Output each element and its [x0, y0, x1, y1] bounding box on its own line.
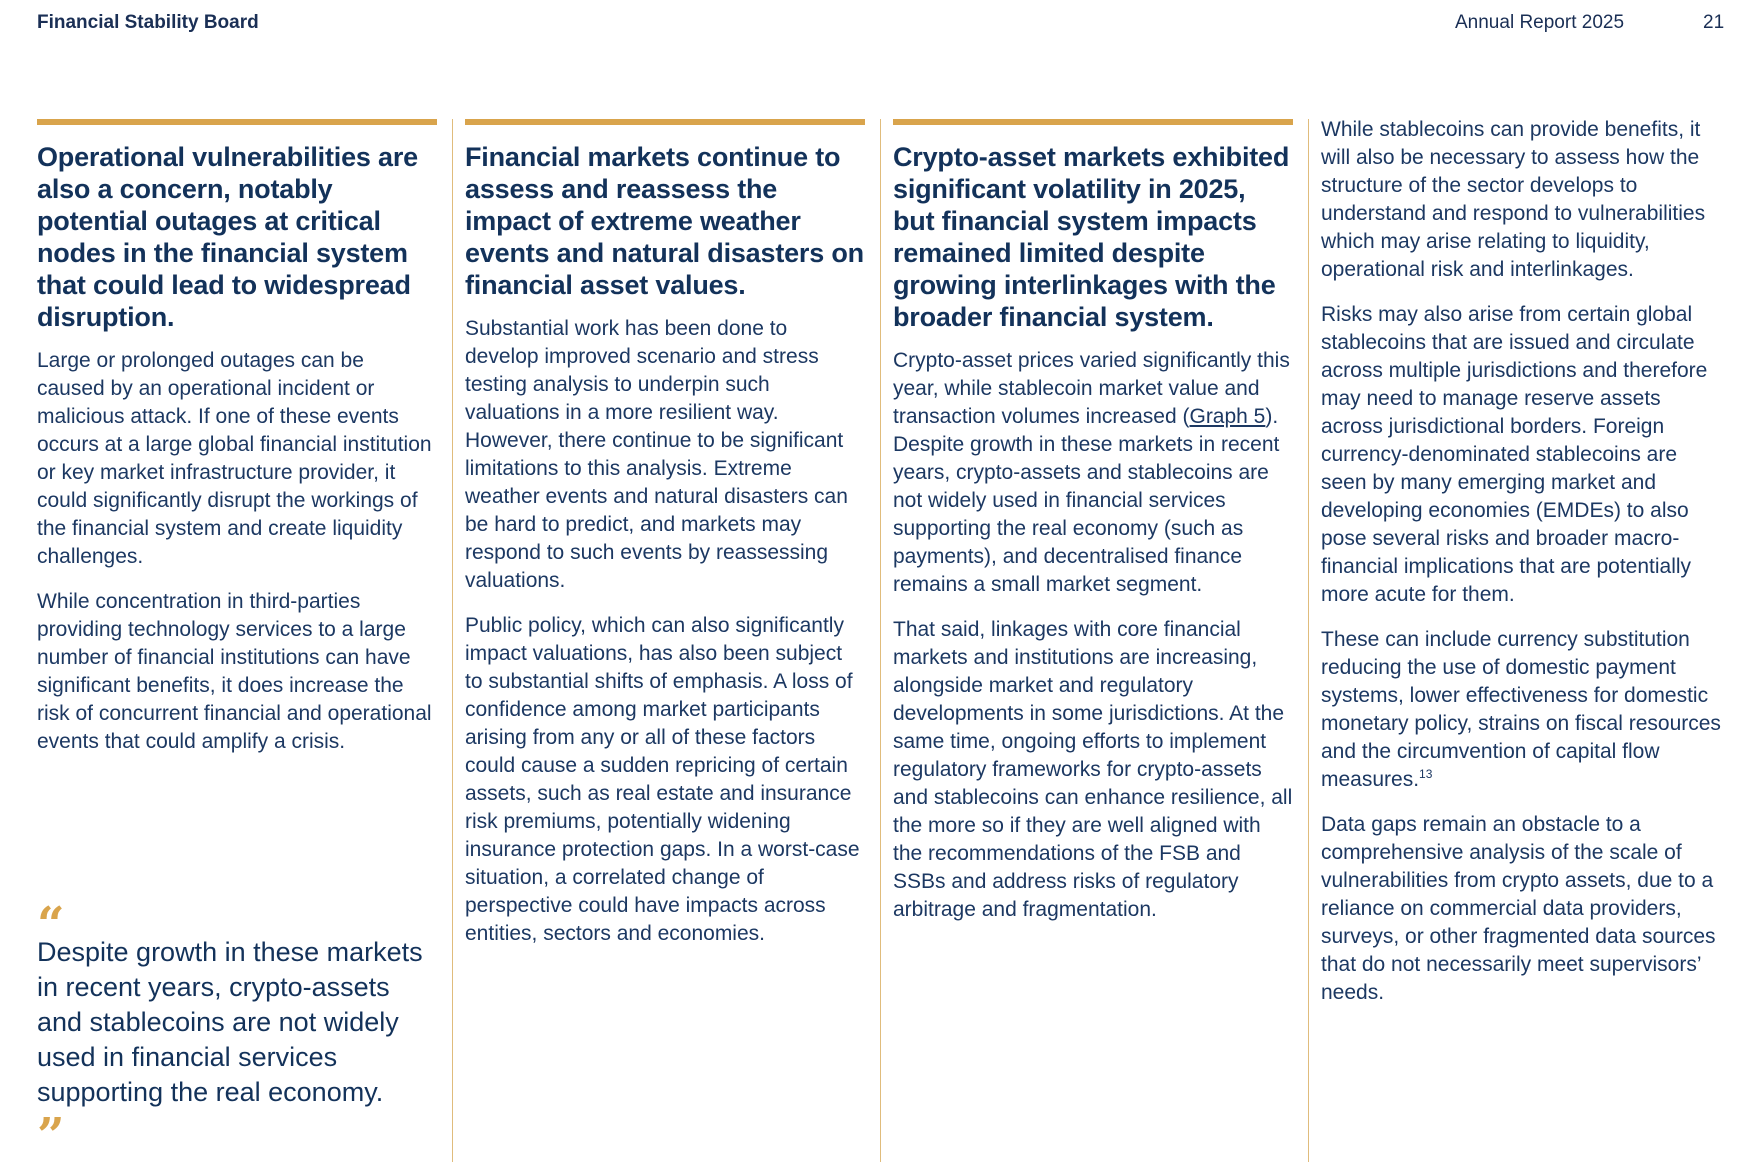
page-number: 21 [1703, 12, 1725, 33]
paragraph: Data gaps remain an obstacle to a comprehensive analysis of the scale of vulnerabilities from crypto assets, due to a reliance on commercial data providers, surveys, or other fragmented data sources that do not necessarily meet supervisors’ needs. [1321, 813, 1716, 1004]
paragraph [893, 347, 1293, 599]
column-divider [452, 119, 453, 1162]
paragraph-text: These can include currency substitution reducing the use of domestic payment systems, lower effectiveness for domestic monetary policy, strains on fiscal resources and the circumvention of capital flow measures. [1321, 628, 1721, 791]
paragraph: Substantial work has been done to develop improved scenario and stress testing analysis to underpin such valuations in a more resilient way. However, there continue to be significant limitations to this analysis. Extreme weather events and natural disasters can be hard to predict, and markets may respond to such events by reassessing valuations. [465, 317, 848, 592]
paragraph-text: ). Despite growth in these markets in recent years, crypto-assets and stablecoins are not widely used in financial services supporting the real economy (such as payments), and decentralised finance remains a small market segment. [893, 405, 1280, 596]
column-climate [465, 119, 865, 965]
close-quote-icon: ” [37, 1108, 65, 1164]
column-crypto [893, 119, 1293, 941]
paragraph [1321, 626, 1726, 794]
column-stablecoins [1321, 116, 1726, 1024]
paragraph: Large or prolonged outages can be caused by an operational incident or malicious attack. If one of these events occurs at a large global financial institution or key market infrastructure provider, it could significantly disrupt the workings of the financial system and create liquidity challenges. [37, 349, 432, 568]
paragraph: While stablecoins can provide benefits, it will also be necessary to assess how the structure of the sector develops to understand and respond to vulnerabilities which may arise relating to liquidity, operational risk and interlinkages. [1321, 118, 1706, 281]
column-divider [880, 119, 881, 1162]
section-accent-bar [465, 119, 865, 125]
column-divider [1308, 119, 1309, 1162]
section-heading: Crypto-asset markets exhibited significant volatility in 2025, but financial system impacts remained limited despite growing interlinkages with the broader financial system. [893, 142, 1290, 332]
report-title: Annual Report 2025 [1455, 12, 1625, 33]
section-heading: Operational vulnerabilities are also a concern, notably potential outages at critical nodes in the financial system that could lead to widespread disruption. [37, 142, 418, 332]
paragraph: Risks may also arise from certain global stablecoins that are issued and circulate across multiple jurisdictions and therefore may need to manage reserve assets across jurisdictional borders. Foreign currency-denominated stablecoins are seen by many emerging market and developing economies (EMDEs) to also pose several risks and broader macro-financial implications that are potentially more acute for them. [1321, 303, 1708, 606]
column-operational [37, 119, 437, 773]
pull-quote-text: Despite growth in these markets in recent years, crypto-assets and stablecoins are not widely used in financial services supporting the real economy. [37, 937, 423, 1107]
paragraph: Public policy, which can also significantly impact valuations, has also been subject to substantial shifts of emphasis. A loss of confidence among market participants arising from any or all of these factors could cause a sudden repricing of certain assets, such as real estate and insurance risk premiums, potentially widening insurance protection gaps. In a worst-case situation, a correlated change of perspective could have impacts across entities, sectors and economies. [465, 614, 860, 945]
paragraph-text: Crypto-asset prices varied significantly this year, while stablecoin market value and transaction volumes increased ( [893, 349, 1290, 428]
open-quote-icon: “ [37, 897, 65, 953]
section-accent-bar [893, 119, 1293, 125]
footnote-reference[interactable]: 13 [1419, 767, 1433, 781]
pull-quote [37, 895, 432, 1164]
section-accent-bar [37, 119, 437, 125]
paragraph: That said, linkages with core financial markets and institutions are increasing, alongside market and regulatory developments in some jurisdictions. At the same time, ongoing efforts to implement regulatory frameworks for crypto-assets and stablecoins can enhance resilience, all the more so if they are well aligned with the recommendations of the FSB and SSBs and address risks of regulatory arbitrage and fragmentation. [893, 618, 1293, 921]
paragraph: While concentration in third-parties providing technology services to a large number of financial institutions can have significant benefits, it does increase the risk of concurrent financial and operational events that could amplify a crisis. [37, 590, 432, 753]
section-heading: Financial markets continue to assess and reassess the impact of extreme weather events and natural disasters on financial asset values. [465, 142, 864, 300]
graph-5-link[interactable]: Graph 5 [1189, 405, 1266, 428]
organization-name: Financial Stability Board [37, 12, 259, 33]
